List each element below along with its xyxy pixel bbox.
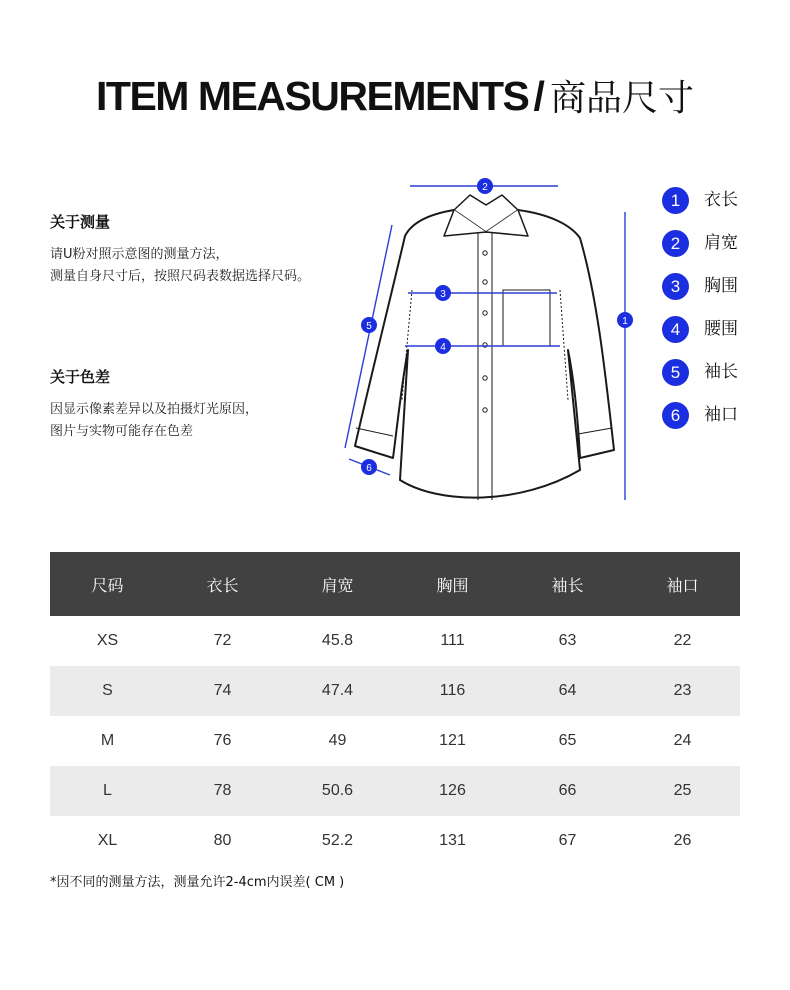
- column-header: 袖口: [625, 552, 740, 616]
- title-chinese: 商品尺寸: [549, 78, 694, 119]
- marker-1: [617, 312, 633, 328]
- table-cell: 65: [558, 732, 577, 749]
- table-cell: 63: [558, 632, 577, 649]
- about-color-difference: [50, 366, 360, 443]
- svg-text:2: 2: [482, 182, 488, 193]
- column-header: 袖长: [510, 552, 625, 616]
- marker-4: [435, 338, 451, 354]
- table-cell: 22: [673, 632, 692, 649]
- table-row: [50, 766, 740, 816]
- table-cell: L: [50, 766, 165, 816]
- legend-item: [662, 273, 738, 316]
- legend-item: [662, 359, 738, 402]
- about-measurement-line: 测量自身尺寸后，按照尺码表数据选择尺码。: [50, 269, 311, 284]
- svg-text:3: 3: [440, 289, 446, 300]
- svg-text:6: 6: [366, 463, 372, 474]
- table-cell: XL: [97, 832, 118, 849]
- table-cell: 24: [673, 732, 692, 749]
- marker-5: [361, 317, 377, 333]
- table-cell: 45.8: [321, 632, 354, 649]
- svg-text:4: 4: [440, 342, 446, 353]
- table-row: [50, 716, 740, 766]
- about-measurement-heading: 关于测量: [50, 213, 111, 231]
- column-header: 肩宽: [280, 552, 395, 616]
- table-cell: 78: [165, 766, 280, 816]
- table-cell: 72: [213, 632, 232, 649]
- table-cell: 50.6: [280, 766, 395, 816]
- svg-text:1: 1: [622, 316, 628, 327]
- legend-label: 胸围: [704, 276, 738, 296]
- table-cell: 67: [558, 832, 577, 849]
- table-cell: 26: [673, 832, 692, 849]
- table-cell: S: [50, 666, 165, 716]
- legend-label: 衣长: [704, 190, 738, 210]
- table-cell: 23: [625, 666, 740, 716]
- table-cell: 25: [625, 766, 740, 816]
- table-row: [50, 666, 740, 716]
- legend-label: 肩宽: [704, 233, 738, 253]
- table-cell: 111: [440, 632, 465, 649]
- table-cell: 126: [395, 766, 510, 816]
- table-cell: 121: [439, 732, 466, 749]
- title-english: ITEM MEASUREMENTS: [96, 73, 529, 119]
- table-cell: 66: [510, 766, 625, 816]
- table-header-row: [50, 552, 740, 616]
- about-color-line: 因显示像素差异以及拍摄灯光原因，: [50, 402, 259, 417]
- table-cell: 80: [213, 832, 232, 849]
- footnote: *因不同的测量方法，测量允许2-4cm内误差( CM ): [50, 875, 345, 890]
- about-color-line: 图片与实物可能存在色差: [50, 424, 194, 439]
- table-cell: M: [100, 732, 115, 749]
- table-cell: XS: [96, 632, 119, 649]
- legend-number: 3: [662, 273, 689, 300]
- column-header: 尺码: [50, 552, 165, 616]
- legend-label: 腰围: [704, 319, 738, 339]
- marker-2: [477, 178, 493, 194]
- table-cell: 116: [395, 666, 510, 716]
- legend-label: 袖口: [704, 405, 738, 425]
- marker-6: [361, 459, 377, 475]
- legend-item: [662, 187, 738, 230]
- legend-item: [662, 230, 738, 273]
- legend-item: [662, 402, 738, 445]
- svg-text:5: 5: [366, 321, 372, 332]
- table-cell: 49: [328, 732, 347, 749]
- shirt-collar: [444, 195, 528, 236]
- legend-number: 6: [662, 402, 689, 429]
- about-color-heading: 关于色差: [50, 368, 111, 386]
- table-cell: 76: [213, 732, 232, 749]
- about-measurement-line: 请U粉对照示意图的测量方法，: [50, 247, 229, 262]
- measurement-legend: [662, 187, 738, 445]
- legend-label: 袖长: [704, 362, 738, 382]
- table-cell: 64: [510, 666, 625, 716]
- table-cell: 74: [165, 666, 280, 716]
- table-cell: 52.2: [321, 832, 354, 849]
- title-slash: /: [533, 73, 545, 119]
- marker-3: [435, 285, 451, 301]
- table-row: [50, 816, 740, 866]
- column-header: 胸围: [395, 552, 510, 616]
- legend-number: 5: [662, 359, 689, 386]
- table-cell: 47.4: [280, 666, 395, 716]
- table-row: [50, 616, 740, 666]
- column-header: 衣长: [165, 552, 280, 616]
- about-measurement: [50, 211, 360, 288]
- legend-number: 1: [662, 187, 689, 214]
- legend-number: 2: [662, 230, 689, 257]
- legend-item: [662, 316, 738, 359]
- table-cell: 131: [439, 832, 466, 849]
- page-title: [0, 70, 790, 121]
- shirt-diagram: [330, 170, 650, 510]
- legend-number: 4: [662, 316, 689, 343]
- size-table: [50, 552, 740, 866]
